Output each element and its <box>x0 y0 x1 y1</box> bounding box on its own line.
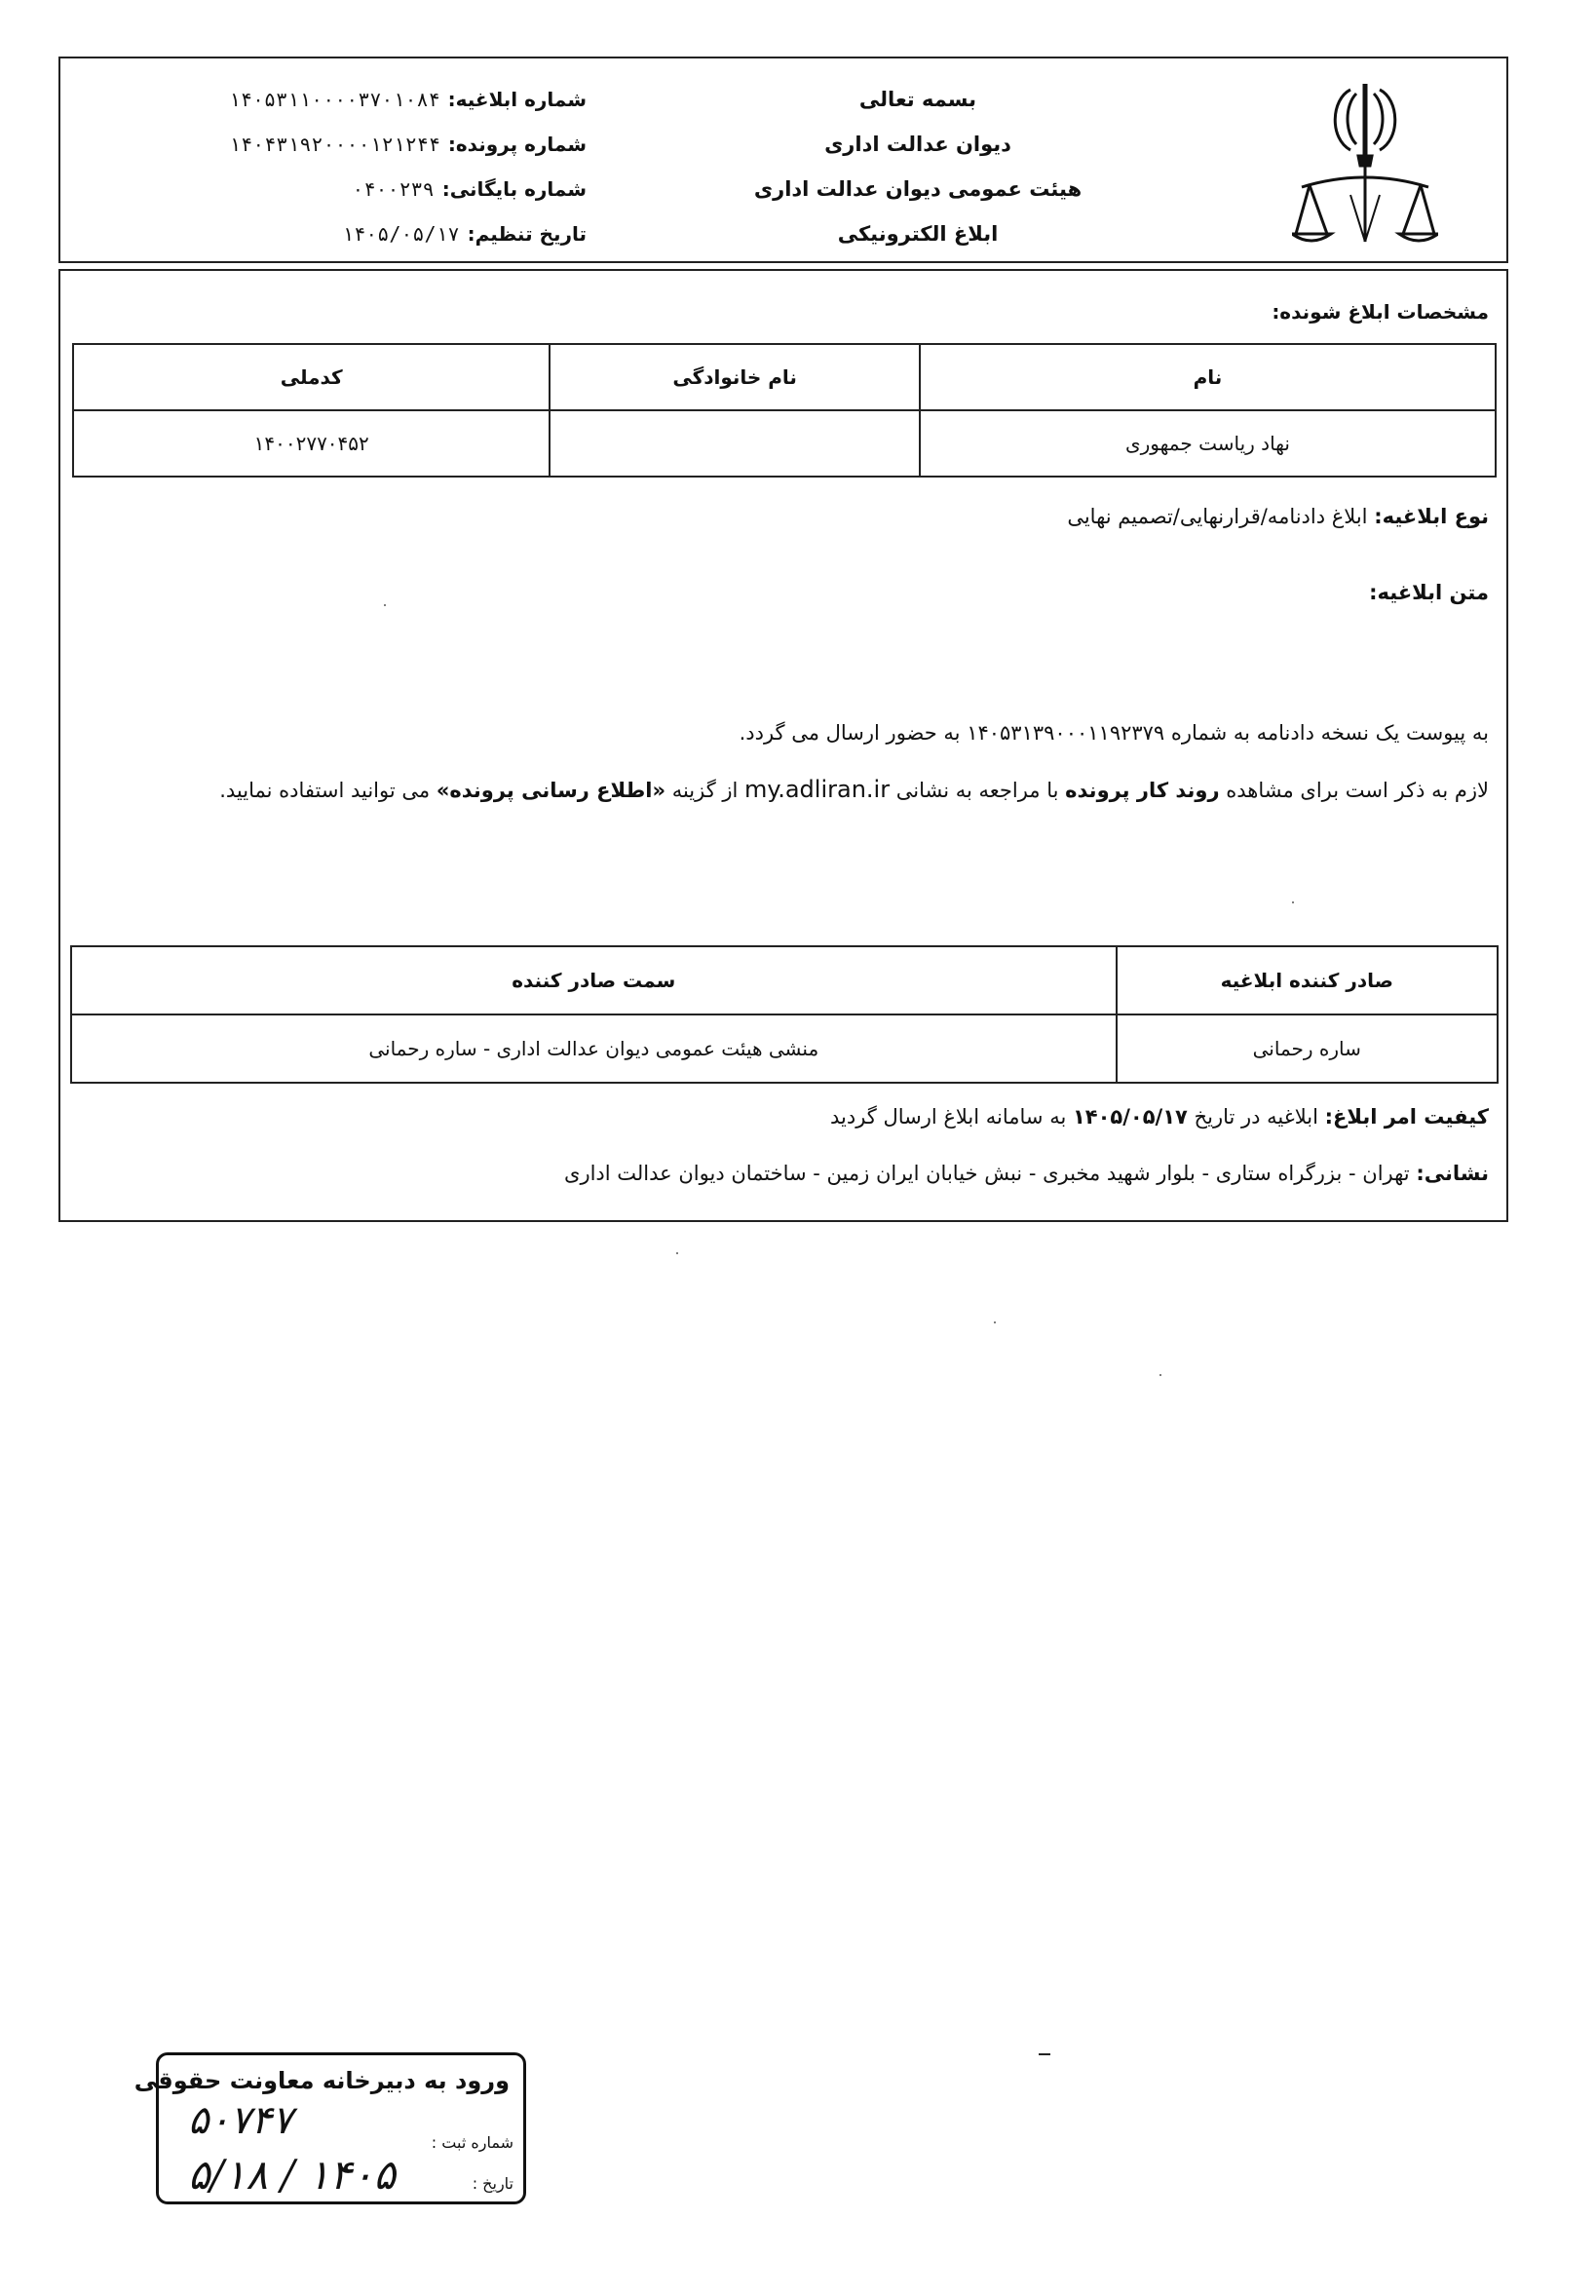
delivery-post: به سامانه ابلاغ ارسال گردید <box>829 1105 1073 1129</box>
handwritten-registration-number: ۵۰۷۴۷ <box>188 2098 293 2143</box>
meta-value: ۱۴۰۵/۰۵/۱۷ <box>342 222 460 246</box>
meta-value: ۰۴۰۰۲۳۹ <box>352 177 435 201</box>
address-label: نشانی: <box>1416 1162 1489 1185</box>
notice-line-1-text: به پیوست یک نسخه دادنامه به شماره ۱۴۰۵۳۱۳۹۰۰۰۱۱۹۲۳۷۹ به حضور ارسال می گردد. <box>739 721 1489 745</box>
meta-value: ۱۴۰۴۳۱۹۲۰۰۰۰۱۲۱۲۴۴ <box>229 133 440 156</box>
meta-issue-date <box>129 212 587 257</box>
scan-mark <box>1039 2053 1050 2055</box>
header-meta <box>129 78 587 263</box>
meta-label: تاریخ تنظیم: <box>467 222 587 246</box>
iran-emblem-scales-icon <box>1292 70 1438 251</box>
col-header-issuer: صادر کننده ابلاغیه <box>1117 946 1499 1014</box>
meta-label: شماره بایگانی: <box>441 177 587 201</box>
notice-line-2-mid: با مراجعه به نشانی <box>890 779 1066 802</box>
col-header-issuer-position: سمت صادر کننده <box>71 946 1117 1014</box>
delivery-pre: ابلاغیه در تاریخ <box>1187 1105 1325 1129</box>
table-row <box>73 410 1496 477</box>
meta-value: ۱۴۰۵۳۱۱۰۰۰۰۳۷۰۱۰۸۴ <box>228 88 440 111</box>
meta-case-number <box>129 123 587 168</box>
meta-label: شماره پرونده: <box>447 133 587 156</box>
adliran-url: my.adliran.ir <box>744 776 891 803</box>
handwritten-date: ۱۴۰۵ / ۵/۱۸ <box>188 2151 396 2199</box>
scan-speck <box>676 1252 678 1254</box>
stamp-date-label: تاریخ : <box>472 2174 513 2193</box>
table-header-row <box>73 344 1496 410</box>
stamp-registration-label: شماره ثبت : <box>431 2133 513 2152</box>
scan-speck <box>1292 901 1294 903</box>
scan-speck <box>1159 1374 1161 1376</box>
notice-type-line <box>1067 505 1489 528</box>
col-header-national-code: کدملی <box>73 344 550 410</box>
recipient-section-label: مشخصات ابلاغ شونده: <box>1272 300 1489 324</box>
cell-national-code: ۱۴۰۰۲۷۷۰۴۵۲ <box>73 410 550 477</box>
header-box <box>58 57 1508 263</box>
notice-line-2-mid2: از گزینه <box>665 779 745 802</box>
issuer-table <box>70 945 1499 1084</box>
header-titles <box>665 78 1171 263</box>
notice-text-label: متن ابلاغیه: <box>1369 581 1489 604</box>
meta-archive-number <box>129 168 587 212</box>
header-title-4: ابلاغ الکترونیکی <box>837 222 999 246</box>
body-box <box>58 269 1508 1222</box>
table-row <box>71 1014 1498 1083</box>
secretariat-entry-stamp <box>133 2052 526 2204</box>
table-header-row <box>71 946 1498 1014</box>
col-header-family: نام خانوادگی <box>550 344 920 410</box>
header-title-2: دیوان عدالت اداری <box>824 133 1011 156</box>
delivery-label: کیفیت امر ابلاغ: <box>1324 1105 1489 1129</box>
col-header-name: نام <box>920 344 1496 410</box>
cell-issuer-position: منشی هیئت عمومی دیوان عدالت اداری - ساره رحمانی <box>71 1014 1117 1083</box>
delivery-date: ۱۴۰۵/۰۵/۱۷ <box>1072 1105 1188 1129</box>
delivery-line <box>830 1105 1489 1129</box>
address-value: تهران - بزرگراه ستاری - بلوار شهید مخبری - نبش خیابان ایران زمین - ساختمان دیوان عدالت اداری <box>564 1162 1417 1185</box>
address-line <box>564 1162 1489 1185</box>
cell-name: نهاد ریاست جمهوری <box>920 410 1496 477</box>
scan-speck <box>384 604 386 606</box>
notice-type-value: ابلاغ دادنامه/قرارنهایی/تصمیم نهایی <box>1067 505 1368 528</box>
case-info-option-text: «اطلاع رسانی پرونده» <box>436 779 666 802</box>
stamp-title: ورود به دبیرخانه معاونت حقوقی <box>133 2067 510 2094</box>
scan-speck <box>994 1321 996 1323</box>
notice-text-label-line <box>1369 581 1489 604</box>
notice-line-2-pre: لازم به ذکر است برای مشاهده <box>1219 779 1489 802</box>
case-progress-text: روند کار پرونده <box>1065 779 1220 802</box>
header-title-1: بسمه تعالی <box>858 88 977 111</box>
meta-notice-number <box>129 78 587 123</box>
cell-family <box>550 410 920 477</box>
meta-label: شماره ابلاغیه: <box>447 88 587 111</box>
header-title-3: هیئت عمومی دیوان عدالت اداری <box>753 177 1083 201</box>
notice-line-2 <box>219 776 1489 803</box>
notice-line-1 <box>740 721 1489 745</box>
recipient-table <box>72 343 1497 478</box>
cell-issuer: ساره رحمانی <box>1117 1014 1499 1083</box>
notice-type-label: نوع ابلاغیه: <box>1374 505 1489 528</box>
notice-line-2-post: می توانید استفاده نمایید. <box>219 779 437 802</box>
